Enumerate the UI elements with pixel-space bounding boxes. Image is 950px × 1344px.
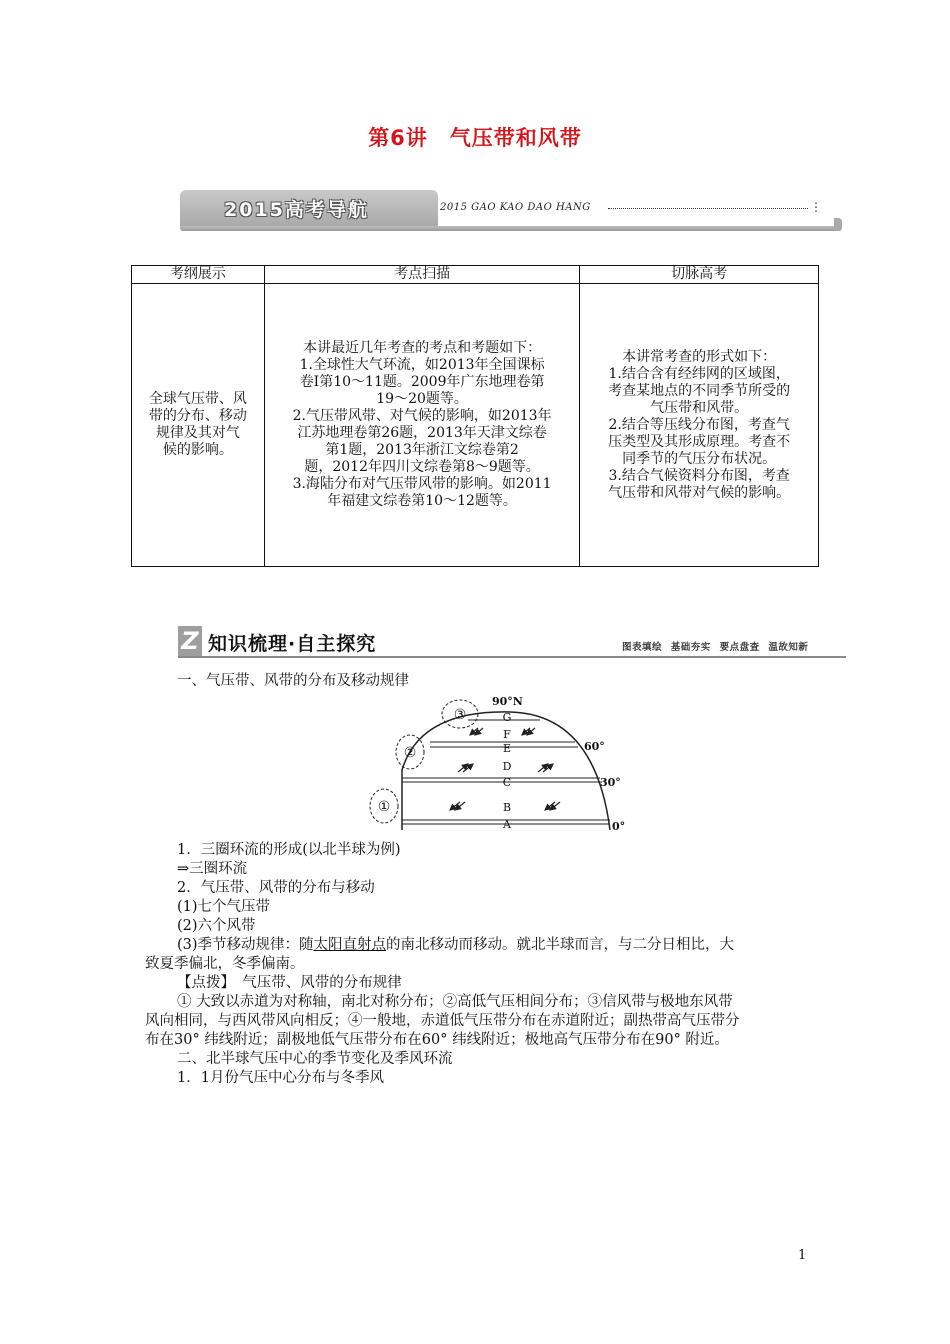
page-title: 第6讲 气压带和风带 <box>368 126 582 150</box>
cell-line: 气压带和风带对气候的影响。 <box>608 484 791 501</box>
lat-label: 60° <box>584 740 605 753</box>
tip-heading <box>145 974 813 993</box>
cell-line: 题，2012年四川文综卷第8～9题等。 <box>304 459 540 475</box>
text-line: 致夏季偏北，冬季偏南。 <box>145 956 305 972</box>
cell-line: 带的分布、移动 <box>148 408 247 424</box>
table-header-row <box>132 266 819 284</box>
banner-label: 2015高考导航 <box>224 199 369 221</box>
pressure-belt-diagram <box>360 690 650 840</box>
cell-line: 1.全球性大气环流，如2013年全国课标 <box>299 357 545 373</box>
exam-points-cell <box>264 284 580 567</box>
content-block-top <box>145 672 813 691</box>
exam-forms-cell <box>580 284 819 567</box>
section-rule <box>178 656 846 658</box>
text-line: 1．1月份气压中心分布与冬季风 <box>177 1070 384 1086</box>
section-title: 知识梳理·自主探究 <box>208 633 377 655</box>
table-header: 考点扫描 <box>264 266 580 284</box>
cell-line: 江苏地理卷第26题，2013年天津文综卷 <box>297 425 547 441</box>
cell-number: ② <box>403 745 417 761</box>
content-block <box>145 841 813 1088</box>
table-header: 考纲展示 <box>132 266 265 284</box>
cell-line: 本讲最近几年考查的考点和考题如下： <box>303 340 542 356</box>
belt-letter: E <box>502 742 512 755</box>
cell-line: 同季节的气压分布状况。 <box>622 450 777 467</box>
text-line: ⇒三圈环流 <box>177 861 248 877</box>
cell-line: 卷Ⅰ第10～11题。2009年广东地理卷第 <box>299 374 545 390</box>
syllabus-cell <box>132 284 265 567</box>
lat-label: 0° <box>612 820 626 833</box>
text-span: (3)季节移动规律：随 <box>177 937 314 953</box>
text-line <box>145 936 813 955</box>
belt-letter: D <box>502 760 512 773</box>
banner-colon: ⋮ <box>810 200 822 214</box>
belt-letter: B <box>502 801 512 814</box>
cell-line: 2.结合等压线分布图，考查气 <box>608 416 790 433</box>
cell-line: 2.气压带风带、对气候的影响，如2013年 <box>292 408 552 424</box>
banner-subtitle: 2015 GAO KAO DAO HANG <box>440 202 591 213</box>
cell-line: 3.结合气候资料分布图，考查 <box>608 467 790 484</box>
tip-label: 【点拨】 <box>177 975 228 991</box>
exam-outline-table <box>131 265 819 567</box>
banner-underline <box>180 226 842 231</box>
banner-tab <box>180 190 438 226</box>
table-row <box>132 284 819 567</box>
text-line: (1)七个气压带 <box>177 899 271 915</box>
cell-line: 候的影响。 <box>162 442 233 458</box>
text-line: ① 大致以赤道为对称轴，南北对称分布；②高低气压相间分布；③信风带与极地东风带 <box>177 994 733 1010</box>
cell-line: 1.结合含有经纬网的区域图， <box>608 365 790 382</box>
heading-2: 二、北半球气压中心的季节变化及季风环流 <box>177 1051 453 1067</box>
cell-line: 年福建文综卷第10～12题等。 <box>327 493 517 509</box>
section-tags: 图表填绘 基础夯实 要点盘查 温故知新 <box>622 642 809 653</box>
heading-1: 一、气压带、风带的分布及移动规律 <box>177 673 409 689</box>
text-line: 风向相同，与西风带风向相反；④一般地，赤道低气压带分布在赤道附近；副热带高气压带分 <box>145 1013 740 1029</box>
cell-line: 考查某地点的不同季节所受的 <box>608 382 791 399</box>
underlined-term: 太阳直射点 <box>313 937 387 953</box>
tip-title: 气压带、风带的分布规律 <box>227 975 402 991</box>
section-letter-badge: Z <box>178 626 202 656</box>
cell-line: 19～20题等。 <box>376 391 468 407</box>
text-line: 2．气压带、风带的分布与移动 <box>177 880 375 896</box>
text-span: 的南北移动而移动。就北半球而言，与二分日相比，大 <box>386 937 735 953</box>
table-header: 切脉高考 <box>580 266 819 284</box>
page-number: 1 <box>798 1248 807 1263</box>
banner-cap <box>834 218 842 231</box>
cell-line: 本讲常考查的形式如下： <box>622 348 777 365</box>
belt-letter: F <box>503 728 511 741</box>
exam-guide-banner <box>180 190 842 236</box>
cell-line: 全球气压带、风 <box>148 391 247 407</box>
belt-letter: C <box>502 776 512 789</box>
cell-line: 3.海陆分布对气压带风带的影响。如2011 <box>292 476 552 492</box>
cell-number: ① <box>377 799 391 815</box>
cell-line: 气压带和风带。 <box>650 399 749 416</box>
section-header <box>178 626 846 660</box>
text-line: (2)六个风带 <box>177 918 256 934</box>
banner-dotted-leader <box>608 208 808 209</box>
text-line: 1．三圈环流的形成(以北半球为例) <box>177 842 401 858</box>
belt-letter: G <box>502 711 512 724</box>
text-line: 布在30° 纬线附近；副极地低气压带分布在60° 纬线附近；极地高气压带分布在90° 附近。 <box>145 1032 729 1048</box>
lat-label: 90°N <box>492 695 523 708</box>
cell-line: 第1题，2013年浙江文综卷第2 <box>325 442 519 458</box>
cell-number: ③ <box>453 707 467 723</box>
lat-label: 30° <box>600 776 621 789</box>
belt-letter: A <box>503 818 511 831</box>
cell-line: 规律及其对气 <box>155 425 240 441</box>
cell-line: 压类型及其形成原理。考查不 <box>608 433 791 450</box>
